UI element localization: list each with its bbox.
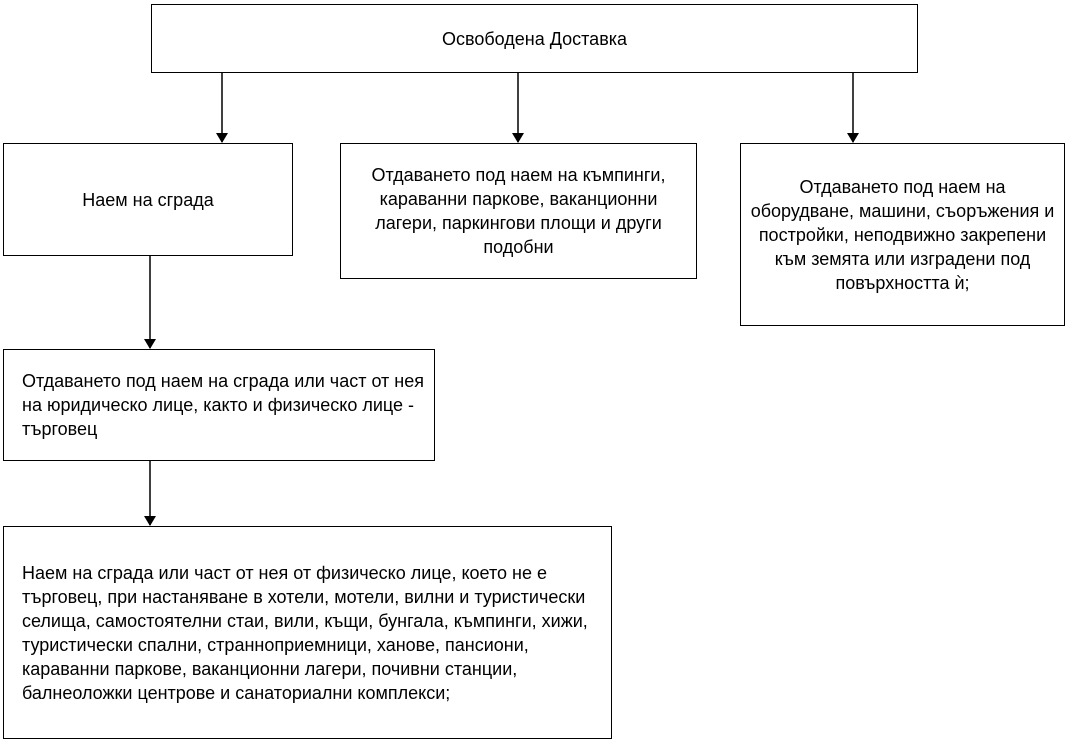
legal-entity-rental-label: Отдаването под наем на сграда или част от нея на юридическо лице, както и физическо лице - търговец: [22, 371, 425, 439]
building-rental-node: [3, 143, 293, 256]
equipment-rental-node: [740, 143, 1065, 326]
individual-rental-label: Наем на сграда или част от нея от физическо лице, което не е търговец, при настаняване в хотели, мотели, вилни и туристически селища, самостоятелни стаи, вили, къщи, бунгала, къмпинги, хижи, туристически спални, странноприемници, ханове, пансиони, караванни паркове, ваканционни лагери, почивни станции, балнеоложки центрове и санаториални комплекси;: [22, 562, 588, 703]
legal-entity-rental-node: [3, 349, 435, 461]
building-rental-label: Наем на сграда: [82, 189, 214, 210]
root-node: [151, 4, 918, 73]
campsites-rental-node: [340, 143, 697, 279]
campsites-rental-label: Отдаването под наем на къмпинги, караванни паркове, ваканционни лагери, паркингови площи и други подобни: [371, 165, 666, 257]
individual-rental-node: [3, 526, 612, 739]
equipment-rental-label: Отдаването под наем на оборудване, машини, съоръжения и постройки, неподвижно закрепени към земята или изградени под повърхността ѝ;: [750, 176, 1055, 293]
root-node-label: Освободена Доставка: [441, 28, 628, 49]
